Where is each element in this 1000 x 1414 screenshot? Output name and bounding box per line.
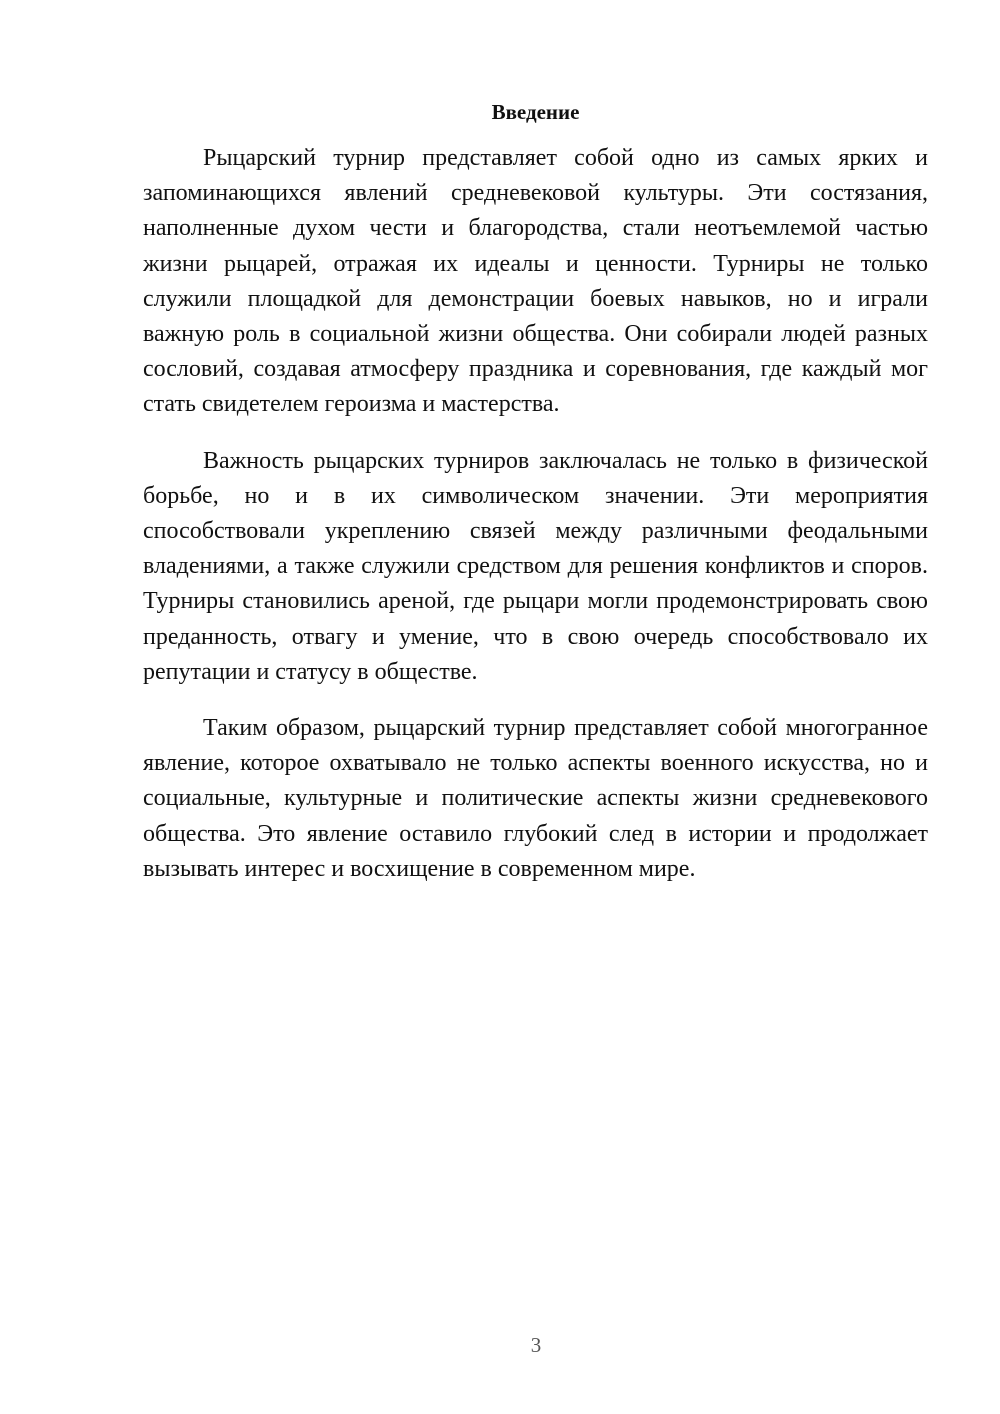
paragraph-1: Рыцарский турнир представляет собой одно из самых ярких и запоминающихся явлений средневековой культуры. Эти состязания, наполненные духом чести и благородства, стали неотъемлемой частью жизни рыцарей, отражая их идеалы и ценности. Турниры не только служили площадкой для демонстрации боевых навыков, но и играли важную роль в социальной жизни общества. Они собирали людей разных сословий, создавая атмосферу праздника и соревнования, где каждый мог стать свидетелем героизма и мастерства. <box>143 145 928 418</box>
paragraph-2: Важность рыцарских турниров заключалась не только в физической борьбе, но и в их символическом значении. Эти мероприятия способствовали укреплению связей между различными феодальными владениями, а также служили средством для решения конфликтов и споров. Турниры становились ареной, где рыцари могли продемонстрировать свою преданность, отвагу и умение, что в свою очередь способствовало их репутации и статусу в обществе. <box>143 447 928 685</box>
paragraph-3: Таким образом, рыцарский турнир представляет собой многогранное явление, которое охватывало не только аспекты военного искусства, но и социальные, культурные и политические аспекты жизни средневекового общества. Это явление оставило глубокий след в истории и продолжает вызывать интерес и восхищение в современном мире. <box>143 715 928 882</box>
section-heading: Введение <box>491 100 580 124</box>
body-text <box>143 141 928 908</box>
page-number: 3 <box>530 1333 542 1357</box>
